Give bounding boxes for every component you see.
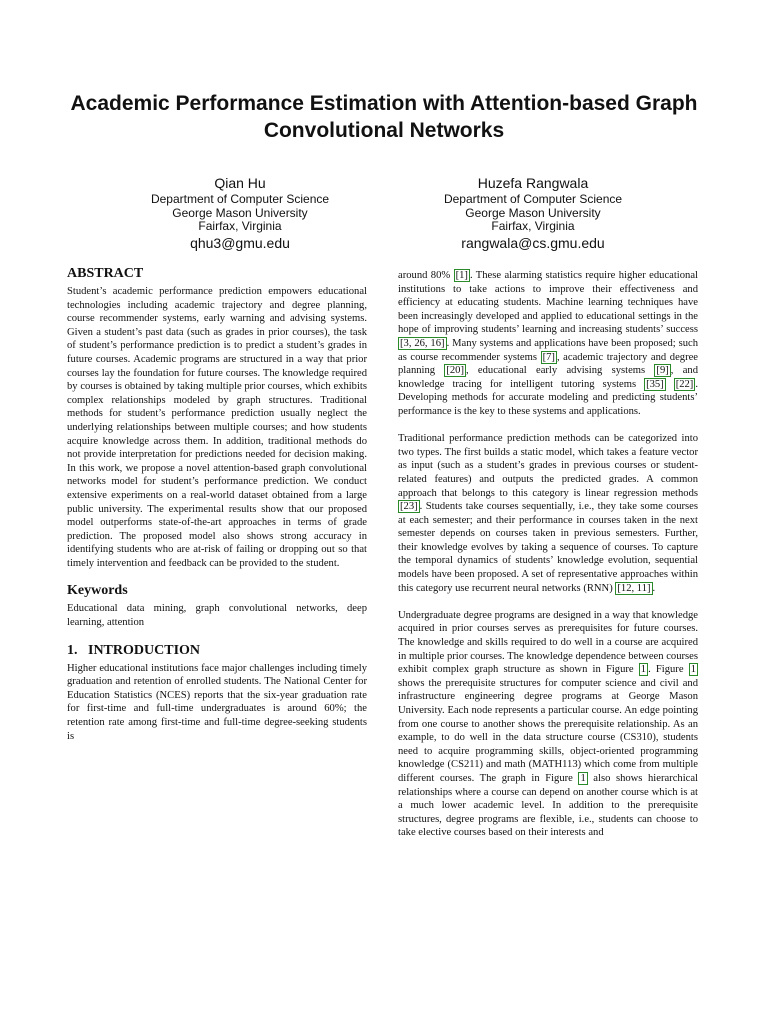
introduction-paragraph: Higher educational institutions face major challenges including timely graduation and retention of enrolled students. The National Center for Education Statistics (NCES) reports that the six-year graduation rate for first-time and full-time undergraduates is around 60%; the retention rate among first-time and full-time degree-seeking students is — [67, 662, 367, 742]
body-text: , and knowledge tracing for intelligent tutoring systems — [398, 365, 698, 390]
body-text: Undergraduate degree programs are designed in a way that knowledge acquired in prior courses serves as prerequisites for future courses. The knowledge and skills required to do well in a course are acquired in multiple prior courses. The knowledge dependence between courses exhibit complex graph structure as shown in Figure — [398, 609, 698, 676]
author-block-2 — [383, 175, 683, 252]
citation-link[interactable]: [9] — [656, 365, 669, 377]
author-department: Department of Computer Science — [443, 192, 623, 206]
author-location: Fairfax, Virginia — [198, 219, 282, 233]
abstract-text: Student’s academic performance prediction empowers educational technologies including academic trajectory and degree planning, course recommender systems, early warning and advising systems. Given a student’s past data (such as grades in prior courses), the task of student’s performance prediction is to predict a student’s grades in future courses. Academic programs are structured in a way that prior courses lay the foundation for future courses. The knowledge required by courses is obtained by taking multiple prior courses, which exhibits complex relationships modeled by graph structures. Traditional methods for student’s performance prediction usually neglect the underlying relationships between multiple courses; and how students acquire knowledge across them. In addition, traditional methods do not provide interpretation for predictions needed for decision making. In this work, we propose a novel attention-based graph convolutional networks model for student’s performance prediction. We conduct extensive experiments on a real-world dataset obtained from a large public university. The experimental results show that our proposed model outperforms state-of-the-art approaches in terms of grade prediction. The proposed model also shows strong accuracy in identifying students who are at-risk of failing or dropping out so that timely intervention and feedback can be provided to the student. — [67, 286, 367, 569]
author-name: Huzefa Rangwala — [477, 175, 589, 191]
body-text: Traditional performance prediction methods can be categorized into two types. The first builds a static model, which takes a feature vector as input (such as a student’s grades in previous courses or student-related features) and outputs the predicted grades. A common approach that belongs to this category is linear regression methods — [398, 433, 698, 499]
citation-link[interactable]: [23] — [400, 501, 418, 513]
author-university: George Mason University — [465, 205, 601, 220]
right-column — [398, 269, 698, 840]
body-text: . Developing methods for accurate modeling and predicting students’ performance is the key to these systems and applications. — [398, 378, 698, 417]
citation-link[interactable]: [20] — [446, 365, 464, 377]
citation-link[interactable]: [3, 26, 16] — [400, 337, 445, 349]
author-block-1 — [90, 175, 390, 252]
body-text: shows the prerequisite structures for computer science and civil and infrastructure engineering degree programs at George Mason University. Each node represents a particular course. An edge pointing from one course to another shows the prerequisite relationship. As an example, to do well in the data structure course (CS310), students need to acquire programming skills, object-oriented programming knowledge (CS211) and math (MATH113) which come from multiple different courses. The graph in Figure — [398, 677, 698, 784]
citation-link[interactable]: [1] — [455, 270, 468, 281]
introduction-paragraph — [398, 609, 698, 840]
body-text: around 80% — [398, 270, 454, 281]
author-email: qhu3@gmu.edu — [190, 234, 290, 251]
keywords-text: Educational data mining, graph convolutional networks, deep learning, attention — [67, 603, 367, 629]
body-text: , academic trajectory and degree planning — [398, 351, 698, 377]
author-location: Fairfax, Virginia — [491, 219, 575, 233]
citation-link[interactable]: [7] — [542, 351, 555, 363]
citation-link[interactable]: [35] — [646, 378, 664, 390]
body-text — [666, 379, 674, 390]
body-text: . Many systems and applications have been proposed; such as course recommender systems — [398, 337, 699, 363]
author-email: rangwala@cs.gmu.edu — [461, 234, 605, 251]
body-text: . Figure — [648, 664, 689, 676]
citation-link[interactable]: [22] — [675, 378, 694, 390]
paper-title: Academic Performance Estimation with Attention-based Graph Convolutional Networks — [70, 92, 698, 142]
body-text: . Students take courses sequentially, i.e., they take some courses at each semester; and their performance in courses taken in the next semester depends on courses taken in previous semesters. Further, their knowledge evolves by taking a sequence of courses. To capture the temporal dynamics of students’ knowledge evolution, sequential models have been proposed. A set of representative approaches within this category use recurrent neural networks (RNN) — [398, 501, 698, 594]
author-department: Department of Computer Science — [150, 192, 330, 206]
author-university: George Mason University — [172, 205, 308, 220]
introduction-paragraph — [398, 432, 698, 595]
introduction-paragraph — [398, 269, 698, 419]
keywords-heading: Keywords — [67, 583, 128, 599]
body-text: , educational early advising systems — [466, 365, 655, 377]
figure-reference-link[interactable]: 1 — [640, 664, 647, 676]
figure-reference-link[interactable]: 1 — [580, 772, 586, 784]
body-text: also shows hierarchical relationships where a course can depend on another course which is at a much lower academic level. In addition to the prerequisite structures, degree programs are flexible, i.e., students can choose to take elective courses based on their interests and — [398, 772, 698, 839]
body-text: . These alarming statistics require higher educational institutions to take actions to improve their effectiveness and efficiency at educating students. Machine learning techniques have been increasingly developed and applied to educational settings in the hope of improving students’ learning and increasing students’ success — [398, 270, 698, 336]
introduction-heading: 1. INTRODUCTION — [67, 642, 201, 658]
citation-link[interactable]: [12, 11] — [617, 582, 651, 594]
author-name: Qian Hu — [214, 175, 266, 191]
body-text: . — [652, 582, 656, 594]
left-column — [67, 265, 367, 743]
figure-reference-link[interactable]: 1 — [690, 664, 696, 676]
abstract-heading: ABSTRACT — [67, 266, 144, 281]
